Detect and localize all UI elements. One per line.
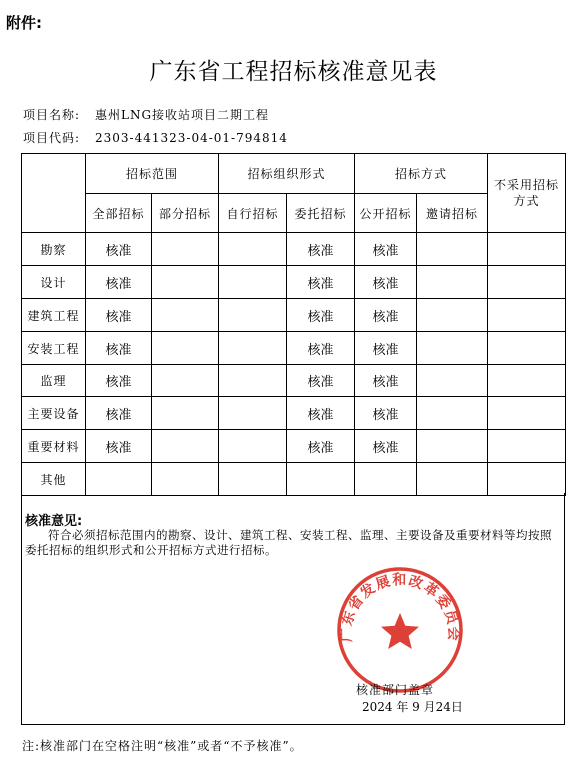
project-code-label: 项目代码: — [23, 131, 81, 145]
table-cell — [417, 266, 488, 299]
table-cell — [488, 430, 566, 463]
table-cell — [417, 332, 488, 365]
sub-header: 部分招标 — [152, 194, 219, 233]
table-cell — [152, 365, 219, 397]
table-cell — [219, 299, 287, 332]
sub-header: 邀请招标 — [417, 194, 488, 233]
table-cell — [219, 332, 287, 365]
row-label: 勘察 — [22, 233, 86, 266]
sub-header: 全部招标 — [86, 194, 152, 233]
official-seal-stamp — [335, 565, 465, 695]
table-cell: 核准 — [355, 266, 417, 299]
row-label: 监理 — [22, 365, 86, 397]
group-header-method: 招标方式 — [355, 154, 488, 194]
table-cell — [488, 233, 566, 266]
table-cell: 核准 — [355, 299, 417, 332]
table-cell — [152, 430, 219, 463]
table-cell: 核准 — [287, 430, 355, 463]
approval-date: 2024 年 9 月24日 — [362, 700, 463, 714]
table-cell: 核准 — [287, 332, 355, 365]
table-cell: 核准 — [86, 397, 152, 430]
svg-text:广东省发展和改革委员会: 广东省发展和改革委员会 — [338, 572, 462, 643]
table-cell — [219, 266, 287, 299]
row-label: 其他 — [22, 463, 86, 496]
table-cell: 核准 — [86, 365, 152, 397]
opinion-text: 符合必须招标范围内的勘察、设计、建筑工程、安装工程、监理、主要设备及重要材料等均按照委托招标的组织形式和公开招标方式进行招标。 — [25, 528, 552, 557]
table-cell — [287, 463, 355, 496]
table-row — [22, 299, 566, 332]
row-label: 重要材料 — [22, 430, 86, 463]
table-cell — [219, 430, 287, 463]
project-name: 惠州LNG接收站项目二期工程 — [95, 108, 270, 122]
group-header-organization: 招标组织形式 — [219, 154, 355, 194]
table-cell: 核准 — [355, 332, 417, 365]
table-cell: 核准 — [355, 233, 417, 266]
project-name-row — [23, 106, 269, 123]
table-cell — [219, 397, 287, 430]
project-code: 2303-441323-04-01-794814 — [95, 131, 288, 145]
table-cell — [417, 299, 488, 332]
table-cell: 核准 — [86, 299, 152, 332]
table-cell — [152, 299, 219, 332]
table-cell: 核准 — [86, 266, 152, 299]
approval-dept-label: 核准部门盖章 — [356, 683, 435, 697]
table-cell: 核准 — [86, 430, 152, 463]
table-row — [22, 266, 566, 299]
table-cell — [488, 299, 566, 332]
table-row — [22, 463, 566, 496]
table-cell — [152, 397, 219, 430]
approval-opinion-box — [21, 493, 565, 725]
row-label: 主要设备 — [22, 397, 86, 430]
footnote: 注:核准部门在空格注明“核准”或者“不予核准”。 — [22, 739, 303, 753]
table-cell — [86, 463, 152, 496]
table-cell — [488, 266, 566, 299]
table-cell — [417, 233, 488, 266]
project-name-label: 项目名称: — [23, 108, 81, 122]
table-cell: 核准 — [287, 397, 355, 430]
table-cell — [488, 397, 566, 430]
table-cell — [152, 266, 219, 299]
page-title: 广东省工程招标核准意见表 — [149, 59, 438, 85]
header-not-used: 不采用招标方式 — [488, 154, 566, 233]
table-cell: 核准 — [355, 430, 417, 463]
table-cell: 核准 — [86, 233, 152, 266]
table-cell — [152, 332, 219, 365]
table-cell — [219, 233, 287, 266]
table-cell — [219, 463, 287, 496]
sub-header: 自行招标 — [219, 194, 287, 233]
approval-table — [21, 153, 566, 496]
table-cell — [488, 332, 566, 365]
table-cell — [417, 397, 488, 430]
sub-header: 公开招标 — [355, 194, 417, 233]
table-cell: 核准 — [287, 233, 355, 266]
table-cell — [152, 233, 219, 266]
table-cell: 核准 — [287, 365, 355, 397]
table-cell: 核准 — [355, 365, 417, 397]
row-label: 设计 — [22, 266, 86, 299]
table-cell — [355, 463, 417, 496]
table-cell: 核准 — [355, 397, 417, 430]
table-cell — [488, 365, 566, 397]
opinion-heading: 核准意见: — [25, 514, 83, 529]
table-cell: 核准 — [287, 299, 355, 332]
table-cell: 核准 — [287, 266, 355, 299]
attachment-label: 附件: — [6, 14, 42, 32]
table-cell — [417, 430, 488, 463]
corner-cell — [22, 154, 86, 233]
table-cell — [152, 463, 219, 496]
row-label: 建筑工程 — [22, 299, 86, 332]
table-cell — [219, 365, 287, 397]
table-row — [22, 430, 566, 463]
header-row-2 — [22, 194, 566, 233]
table-cell — [417, 463, 488, 496]
row-label: 安装工程 — [22, 332, 86, 365]
project-code-row — [23, 129, 288, 146]
table-row — [22, 233, 566, 266]
table-cell — [417, 365, 488, 397]
header-row-1 — [22, 154, 566, 194]
table-cell — [488, 463, 566, 496]
table-row — [22, 332, 566, 365]
group-header-scope: 招标范围 — [86, 154, 219, 194]
table-cell: 核准 — [86, 332, 152, 365]
table-row — [22, 397, 566, 430]
sub-header: 委托招标 — [287, 194, 355, 233]
table-row — [22, 365, 566, 397]
